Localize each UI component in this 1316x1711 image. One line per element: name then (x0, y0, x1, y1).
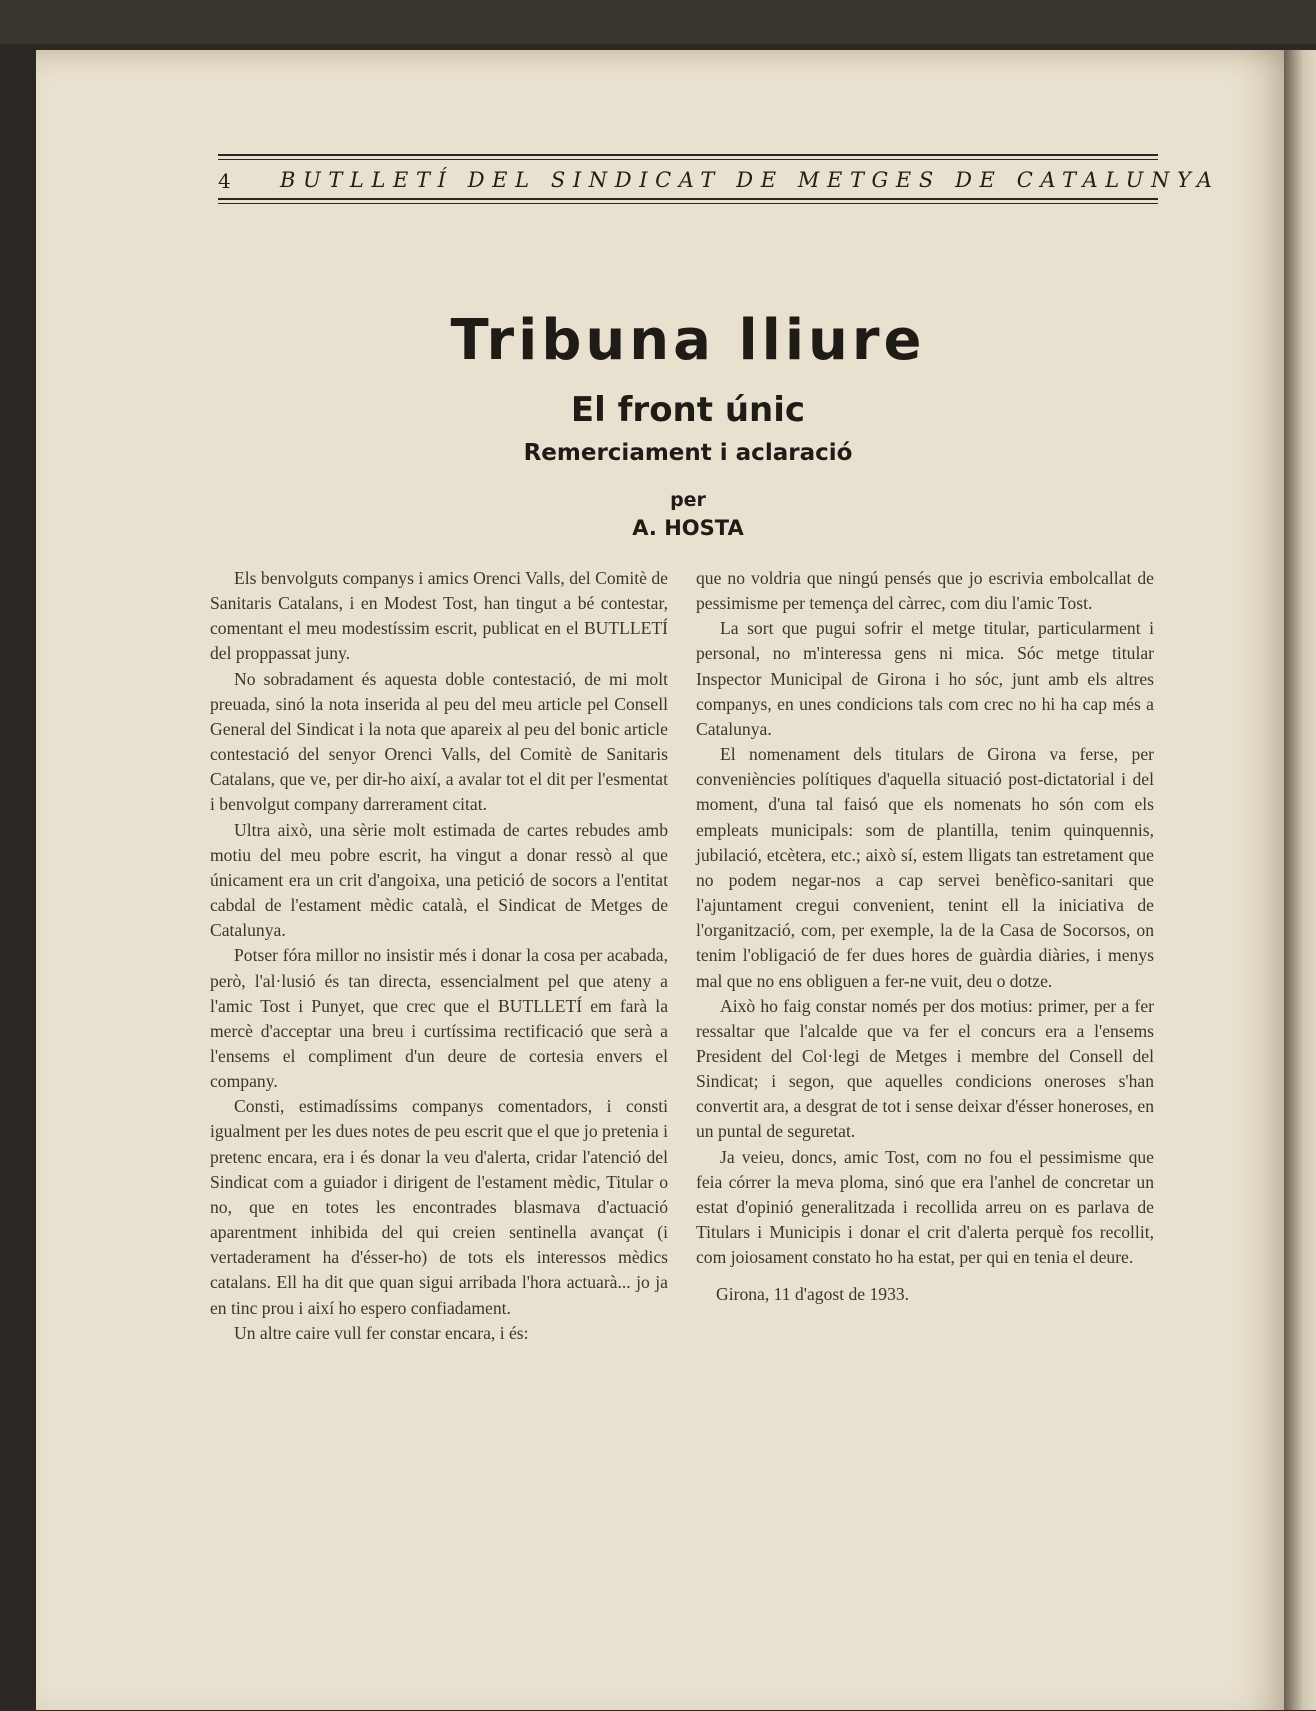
page-edge (1284, 50, 1316, 1710)
running-title: BUTLLETÍ DEL SINDICAT DE METGES DE CATALUNYA (280, 168, 1220, 192)
paragraph: Això ho faig constar només per dos motius: primer, per a fer ressaltar que l'alcalde que va fer el concurs era a l'ensems President del Col·legi de Metges i membre del Consell del Sindicat; i segon, que aquelles condicions oneroses s'han convertit ara, a desgrat de tot i sense deixar d'ésser honeroses, en un puntal de seguretat. (696, 995, 1154, 1142)
scan-background-top (0, 0, 1316, 44)
text-column-left (210, 566, 668, 1346)
header-rule-bottom-thin (218, 203, 1158, 204)
article-subtitle: Remerciament i aclaració (523, 440, 853, 466)
paragraph: Ultra això, una sèrie molt estimada de cartes rebudes amb motiu del meu pobre escrit, ha vingut a donar ressò al que únicament era un crit d'angoixa, una petició de socors a l'entitat cabdal de l'estament mèdic català, el Sindicat de Metges de Catalunya. (210, 819, 668, 941)
header-rule-top (218, 154, 1158, 156)
paragraph: Consti, estimadíssims companys comentadors, i consti igualment per les dues notes de peu escrit que el que jo pretenia i pretenc encara, era i és donar la veu d'alerta, cridar l'atenció del Sindicat com a guiador i dirigent de l'estament mèdic, Titular o no, que en totes les encontrades blasmava d'actuació aparentment inhibida del qui creien sentinella avançat (i vertaderament ha d'ésser-ho) de tots els interessos mèdics catalans. Ell ha dit que quan sigui arribada l'hora actuarà... jo ja en tinc prou i així ho espero confiadament. (210, 1096, 668, 1318)
paragraph: El nomenament dels titulars de Girona va ferse, per conveniències polítiques d'aquella situació post-dictatorial i del moment, d'una tal faisó que els nomenats ho són com els empleats municipals: som de plantilla, tenim quinquennis, jubilació, etcètera, etc.; això sí, estem lligats tan estretament que no podem negar-nos a cap servei benèfico-sanitari que l'ajuntament cregui convenient, tenint ell la iniciativa de l'organització, com, per exemple, la de la Casa de Socorsos, on tenim l'obligació de fer dues hores de guàrdia diàries, i menys mal que no ens obliguen a fer-ne vuit, deu o dotze. (696, 744, 1154, 991)
paragraph-continued: que no voldria que ningú pensés que jo escrivia embolcallat de pessimisme per temença del càrrec, com diu l'amic Tost. (696, 568, 1154, 614)
byline-author: A. HOSTA (632, 516, 744, 540)
paragraph: Potser fóra millor no insistir més i donar la cosa per acabada, però, l'al·lusió és tan directa, essencialment pel que ateny a l'amic Tost i Punyet, que crec que el BUTLLETÍ em farà la mercè d'acceptar una breu i curtíssima rectificació que serà a l'ensems el compliment d'un deure de cortesia envers el company. (210, 945, 668, 1092)
signature-dateline: Girona, 11 d'agost de 1933. (716, 1284, 910, 1305)
byline-prefix: per (670, 489, 706, 511)
header-rule-bottom (218, 198, 1158, 200)
section-title: Tribuna lliure (450, 308, 926, 373)
header-rule-top-thin (218, 159, 1158, 160)
paragraph: No sobradament és aquesta doble contestació, de mi molt preuada, sinó la nota inserida al peu del meu article pel Consell General del Sindicat i la nota que apareix al peu del bonic article contestació del senyor Orenci Valls, del Comitè de Sanitaris Catalans, que ve, per dir-ho així, a avalar tot el dit per l'esmentat i benvolgut company darrerament citat. (210, 668, 668, 815)
page-number: 4 (218, 169, 231, 193)
article-title: El front únic (570, 390, 806, 430)
paragraph: Ja veieu, doncs, amic Tost, com no fou el pessimisme que feia córrer la meva ploma, sinó que era l'anhel de concretar un estat d'opinió generalitzada i recollida arreu on es parlava de Titulars i Municipis i donar el crit d'alerta perquè fos recollit, com joiosament constato ho ha estat, per qui en tenia el deure. (696, 1146, 1154, 1268)
article-heading (218, 305, 1158, 543)
text-column-right (696, 566, 1154, 1308)
paragraph: Els benvolguts companys i amics Orenci Valls, del Comitè de Sanitaris Catalans, i en Modest Tost, han tingut a bé contestar, comentant el meu modestíssim escrit, publicat en el BUTLLETÍ del proppassat juny. (210, 568, 668, 664)
running-header (218, 154, 1220, 210)
paragraph: La sort que pugui sofrir el metge titular, particularment i personal, no m'interessa gens ni mica. Sóc metge titular Inspector Municipal de Girona i ho sóc, junt amb els altres companys, en unes condicions tals com crec no hi ha cap més a Catalunya. (696, 618, 1154, 739)
paragraph: Un altre caire vull fer constar encara, i és: (234, 1322, 529, 1343)
